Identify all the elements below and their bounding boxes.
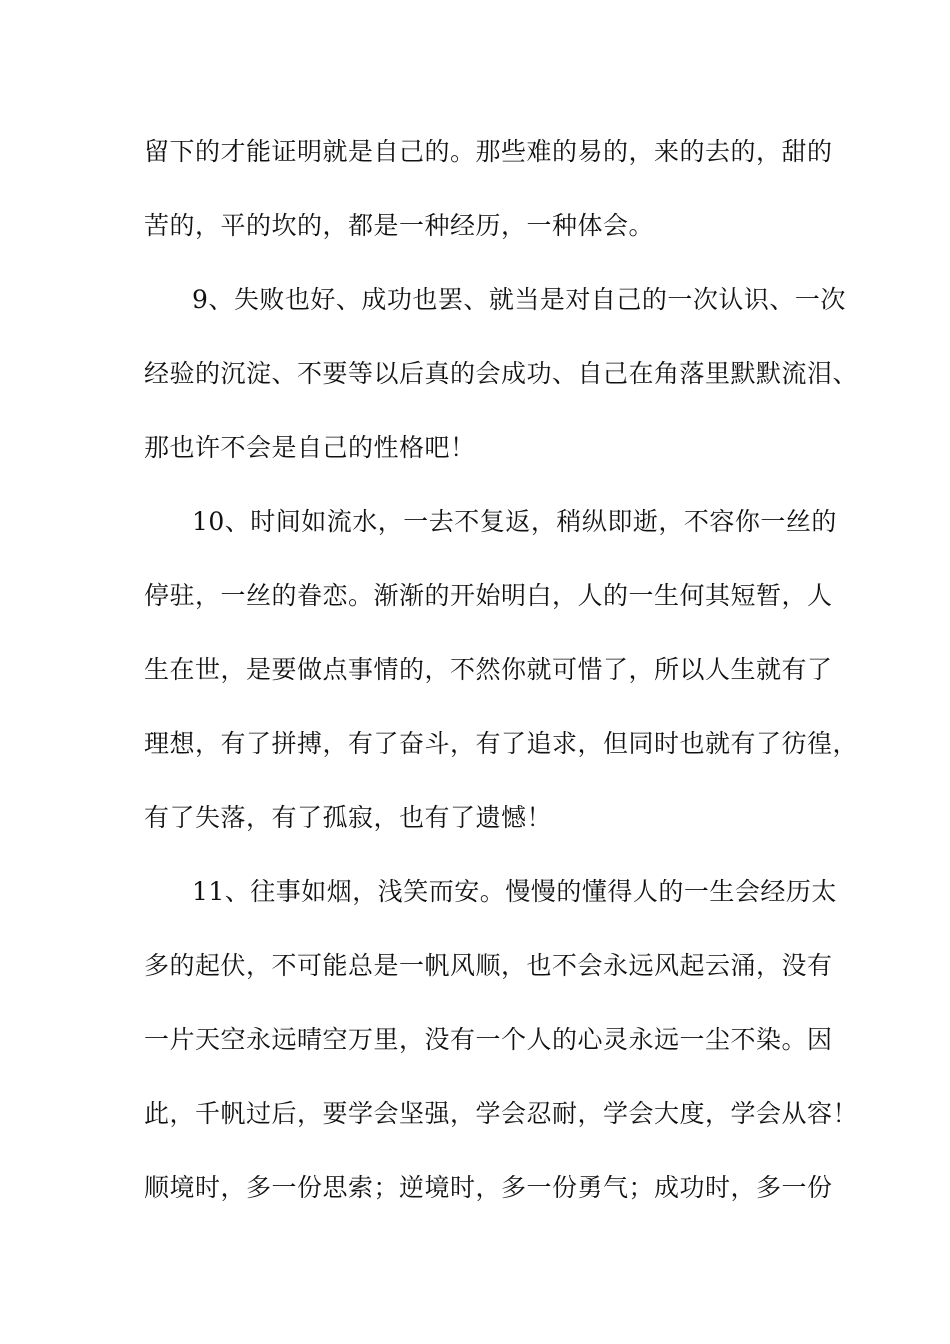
text-line-5: 那也许不会是自己的性格吧！ <box>144 433 476 462</box>
text-line-14: 此，千帆过后，要学会坚强，学会忍耐，学会大度，学会从容！ <box>144 1099 859 1128</box>
text-line-6: 10、时间如流水，一去不复返，稍纵即逝，不容你一丝的 <box>192 507 837 536</box>
text-line-8: 生在世，是要做点事情的，不然你就可惜了，所以人生就有了 <box>144 655 833 684</box>
text-line-12: 多的起伏，不可能总是一帆风顺，也不会永远风起云涌，没有 <box>144 951 833 980</box>
document-body <box>144 128 859 1238</box>
text-line-15: 顺境时，多一份思索；逆境时，多一份勇气；成功时，多一份 <box>144 1173 833 1202</box>
text-line-10: 有了失落，有了孤寂，也有了遗憾！ <box>144 803 553 832</box>
text-line-1: 留下的才能证明就是自己的。那些难的易的，来的去的，甜的 <box>144 137 833 166</box>
text-line-9: 理想，有了拼搏，有了奋斗，有了追求，但同时也就有了彷徨， <box>144 729 859 758</box>
text-line-4: 经验的沉淀、不要等以后真的会成功、自己在角落里默默流泪、 <box>144 359 859 388</box>
text-line-13: 一片天空永远晴空万里，没有一个人的心灵永远一尘不染。因 <box>144 1025 833 1054</box>
text-line-11: 11、往事如烟，浅笑而安。慢慢的懂得人的一生会经历太 <box>192 877 837 906</box>
text-line-3: 9、失败也好、成功也罢、就当是对自己的一次认识、一次 <box>192 285 846 314</box>
text-line-2: 苦的，平的坎的，都是一种经历，一种体会。 <box>144 211 655 240</box>
text-line-7: 停驻，一丝的眷恋。渐渐的开始明白，人的一生何其短暂，人 <box>144 581 833 610</box>
